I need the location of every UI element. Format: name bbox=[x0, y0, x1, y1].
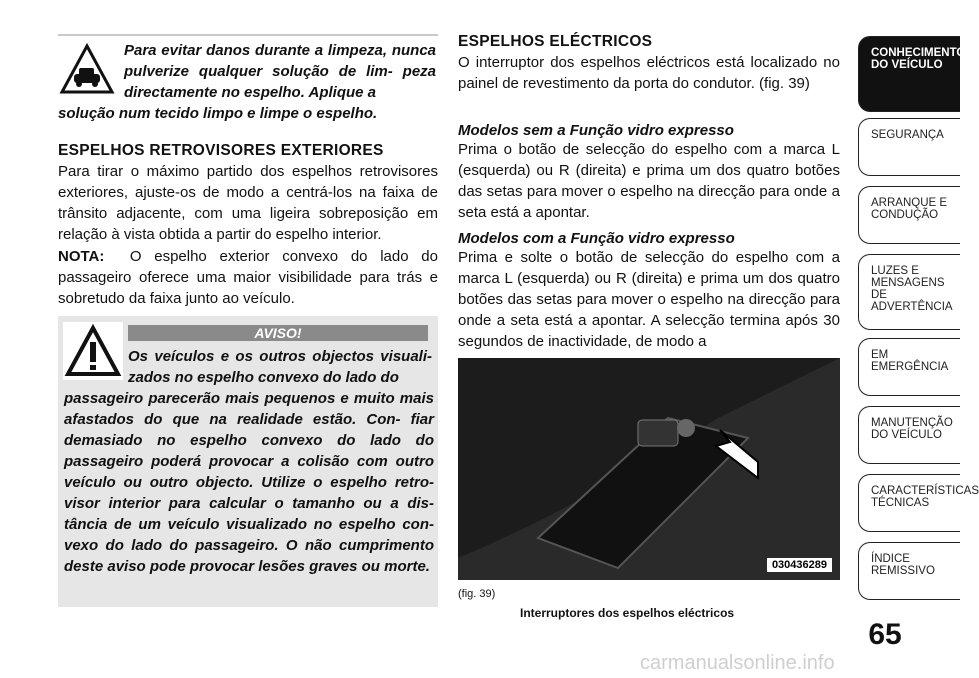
tab-arranque-e-conducao[interactable]: ARRANQUE E CONDUÇÃO bbox=[858, 186, 960, 244]
section-heading-power-mirrors: ESPELHOS ELÉCTRICOS bbox=[458, 33, 653, 50]
watermark: carmanualsonline.info bbox=[640, 652, 835, 674]
tab-indice-remissivo[interactable]: ÍNDICE REMISSIVO bbox=[858, 542, 960, 600]
caution-rule bbox=[58, 34, 438, 36]
note-paragraph bbox=[58, 246, 438, 309]
warning-title: AVISO! bbox=[128, 325, 428, 341]
warning-icon bbox=[63, 322, 123, 380]
page-number: 65 bbox=[868, 618, 902, 651]
figure-ref: (fig. 39) bbox=[458, 588, 496, 600]
caution-tail: solução num tecido limpo e limpe o espelho. bbox=[58, 105, 378, 122]
tab-seguranca[interactable]: SEGURANÇA bbox=[858, 118, 960, 176]
subheading-with-express: Modelos com a Função vidro expresso bbox=[458, 230, 735, 247]
tab-manutencao-do-veiculo[interactable]: MANUTENÇÃO DO VEÍCULO bbox=[858, 406, 960, 464]
note-label: NOTA: bbox=[58, 248, 105, 265]
figure-code: 030436289 bbox=[767, 558, 832, 572]
tab-caracteristicas-tecnicas[interactable]: CARACTERÍSTICAS TÉCNICAS bbox=[858, 474, 960, 532]
section-heading-exterior-mirrors: ESPELHOS RETROVISORES EXTERIORES bbox=[58, 142, 384, 159]
with-express-body: Prima e solte o botão de selecção do espelho com a marca L (esquerda) ou R (direita) e prima um dos quatro botões das setas para mover o espelho na direcção para onde a seta está a apontar. A selecção termina após 30 segundos de inactividade, de modo a bbox=[458, 249, 840, 350]
warning-tail: passageiro parecerão mais pequenos e muito mais afastados do que na realidade estão. Con- fiar demasiado no espelho convexo do lado do passageiro poderá provocar a colisão com outro veículo ou outro objecto. Utilize o espelho retro- visor interior para calcular o tamanho ou a dis- tância de um veículo visualizado no espelho con- vexo do lado do passageiro. O não cumprimento deste aviso pode provocar lesões graves ou morte. bbox=[64, 390, 434, 575]
power-mirrors-body: O interruptor dos espelhos eléctricos está localizado no painel de revestimento da porta do condutor. (fig. 39) bbox=[458, 54, 840, 92]
car-caution-icon bbox=[58, 40, 116, 96]
without-express-body: Prima o botão de selecção do espelho com a marca L (esquerda) ou R (direita) e prima um dos quatro botões das setas para mover o espelho na direcção para onde a seta está a apontar. bbox=[458, 141, 840, 221]
subheading-without-express: Modelos sem a Função vidro expresso bbox=[458, 122, 734, 139]
tab-luzes-e-mensagens[interactable]: LUZES E MENSAGENS DE ADVERTÊNCIA bbox=[858, 254, 960, 330]
figure-caption: Interruptores dos espelhos eléctricos bbox=[520, 606, 735, 620]
warning-text: Os veículos e os outros objectos visuali- zados no espelho convexo do lado do bbox=[128, 348, 432, 386]
note-text: O espelho exterior convexo do lado do passageiro oferece uma maior visibilidade para trás e sobretudo da faixa junto ao veículo. bbox=[58, 248, 438, 307]
caution-text: Para evitar danos durante a limpeza, nunca pulverize qualquer solução de lim- peza directamente no espelho. Aplique a bbox=[124, 42, 436, 101]
exterior-mirrors-body: Para tirar o máximo partido dos espelhos retrovisores exteriores, ajuste-os de modo a centrá-los na faixa de trânsito adjacente, com uma ligeira sobreposição em relação à vista obtida a partir do espelho interior. bbox=[58, 163, 438, 243]
tab-em-emergencia[interactable]: EM EMERGÊNCIA bbox=[858, 338, 960, 396]
door-switch-photo bbox=[458, 358, 840, 580]
tab-conhecimento-do-veiculo[interactable]: CONHECIMENTO DO VEÍCULO bbox=[858, 36, 960, 112]
